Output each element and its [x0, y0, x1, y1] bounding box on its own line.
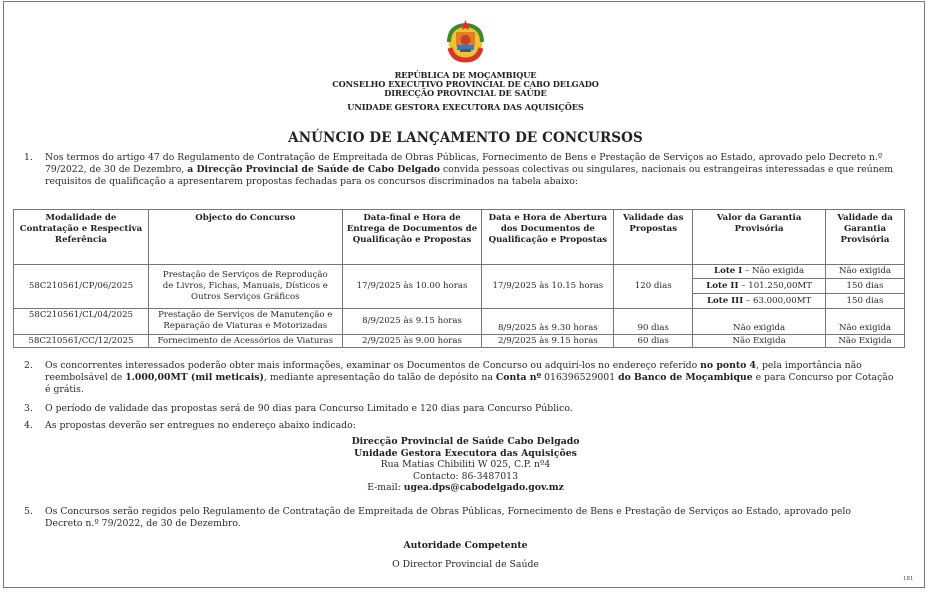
item2-line1: Os concorrentes interessados poderão obter mais informações, examinar os Documentos de Concurso ou adquirí-los no endereço referido no ponto 4, pela importância não [45, 360, 862, 371]
cell-validade: 90 dias [614, 309, 693, 335]
cell-garantia-lote: Lote II – 101.250,00MT [693, 279, 826, 294]
item4-paragraph: As propostas deverão ser entregues no endereço abaixo indicado: [45, 420, 356, 431]
cell-abertura: 17/9/2025 às 10.15 horas [482, 265, 614, 309]
table-header-row [14, 210, 905, 265]
item-number: 2. [24, 360, 33, 371]
org-name-bold: a Direcção Provincial de Saúde de Cabo Delgado [187, 164, 440, 175]
header-line-unit: UNIDADE GESTORA EXECUTORA DAS AQUISIÇÕES [347, 102, 584, 112]
cell-validade-garantia: Não exigida [826, 265, 905, 279]
item-number: 4. [24, 420, 33, 431]
cell-validade: 120 dias [614, 265, 693, 309]
cell-abertura: 8/9/2025 às 9.30 horas [482, 309, 614, 335]
col-header-validade-propostas: Validade das Propostas [614, 210, 693, 265]
cell-garantia-lote: Lote III – 63.000,00MT [693, 294, 826, 309]
item2-paragraph [45, 360, 920, 396]
signature-title: Autoridade Competente [403, 540, 528, 551]
cell-objecto: Prestação de Serviços de Reprodução de Livros, Fichas, Manuais, Dísticos e Outros Serviços Gráficos [148, 265, 342, 309]
cell-validade: 60 dias [614, 335, 693, 348]
header-line-directorate: DIRECÇÃO PROVINCIAL DE SAÚDE [384, 88, 547, 98]
cell-objecto: Fornecimento de Acessórios de Viaturas [148, 335, 342, 348]
table-row [14, 309, 905, 335]
address-contact: Contacto: 86-3487013 [413, 470, 518, 482]
cell-validade-garantia: 150 dias [826, 279, 905, 294]
col-header-modalidade: Modalidade de Contratação e Respectiva Referência [14, 210, 149, 265]
item1-line1: Nos termos do artigo 47 do Regulamento de Contratação de Empreitada de Obras Públicas, Fornecimento de Bens e Prestação de Serviços ao Estado, aprovado pelo Decreto n.º [45, 152, 883, 163]
table-row [14, 335, 905, 348]
cell-entrega: 17/9/2025 às 10.00 horas [342, 265, 482, 309]
cell-entrega: 2/9/2025 às 9.00 horas [342, 335, 482, 348]
item5-paragraph [45, 506, 920, 530]
cell-objecto: Prestação de Serviços de Manutenção e Reparação de Viaturas e Motorizadas [148, 309, 342, 335]
header-line-council: CONSELHO EXECUTIVO PROVINCIAL DE CABO DELGADO [332, 79, 599, 89]
col-header-data-entrega: Data-final e Hora de Entrega de Documentos de Qualificação e Propostas [342, 210, 482, 265]
item3-paragraph: O período de validade das propostas será de 90 dias para Concurso Limitado e 120 dias para Concurso Público. [45, 403, 573, 414]
cell-garantia: Não exigida [693, 309, 826, 335]
address-email-line: E-mail: ugea.dps@cabodelgado.gov.mz [367, 482, 564, 493]
tenders-table [13, 209, 905, 348]
item-number: 5. [24, 506, 33, 517]
item2-line2: reembolsável de 1.000,00MT (mil meticais), mediante apresentação do talão de depósito na Conta nº 016396529001 do Banco de Moçambique e para Concurso por Cotação [45, 372, 894, 383]
col-header-data-abertura: Data e Hora de Abertura dos Documentos de Qualificação e Propostas [482, 210, 614, 265]
address-unit: Unidade Gestora Executora das Aquisições [354, 447, 577, 459]
col-header-valor-garantia: Valor da Garantia Provisória [693, 210, 826, 265]
address-block [0, 436, 931, 494]
item1-line2: 79/2022, de 30 de Dezembro, a Direcção Provincial de Saúde de Cabo Delgado convida pessoas colectivas ou singulares, nacionais ou estrangeiras interessadas e que reúnem [45, 164, 894, 175]
cell-abertura: 2/9/2025 às 9.15 horas [482, 335, 614, 348]
col-header-validade-garantia: Validade da Garantia Provisória [826, 210, 905, 265]
cell-garantia-lote: Lote I – Não exigida [693, 265, 826, 279]
address-org: Direcção Provincial de Saúde Cabo Delgado [351, 436, 580, 447]
item1-line3: requisitos de qualificação a apresentarem propostas fechadas para os concursos discriminados na tabela abaixo: [45, 176, 579, 187]
address-street: Rua Matias Chibiliti W 025, C.P. nº4 [380, 459, 551, 470]
cell-ref: 58C210561/CP/06/2025 [14, 265, 149, 309]
table-row [14, 265, 905, 279]
cell-entrega: 8/9/2025 às 9.15 horas [342, 309, 482, 335]
item2-line3: é grátis. [45, 384, 84, 395]
item5-line1: Os Concursos serão regidos pelo Regulamento de Contratação de Empreitada de Obras Públicas, Fornecimento de Bens e Prestação de Serviços ao Estado, aprovado pelo [45, 506, 851, 517]
signature-role: O Director Provincial de Saúde [392, 559, 539, 570]
header-line-republic: REPÚBLICA DE MOÇAMBIQUE [394, 70, 537, 80]
email-link[interactable]: ugea.dps@cabodelgado.gov.mz [403, 482, 564, 493]
cell-ref: 58C210561/CC/12/2025 [14, 335, 149, 348]
cell-garantia: Não Exigida [693, 335, 826, 348]
cell-ref: 58C210561/CL/04/2025 [14, 309, 149, 335]
cell-validade-garantia: Não exigida [826, 309, 905, 335]
item5-line2: Decreto n.º 79/2022, de 30 de Dezembro. [45, 518, 241, 529]
cell-validade-garantia: Não Exigida [826, 335, 905, 348]
coat-of-arms-icon [443, 18, 488, 64]
item1-paragraph [45, 152, 925, 188]
col-header-objecto: Objecto do Concurso [148, 210, 342, 265]
item-number: 1. [24, 152, 33, 163]
page-number: 181 [903, 576, 914, 582]
cell-validade-garantia: 150 dias [826, 294, 905, 309]
item-number: 3. [24, 403, 33, 414]
page-title: ANÚNCIO DE LANÇAMENTO DE CONCURSOS [288, 130, 643, 146]
